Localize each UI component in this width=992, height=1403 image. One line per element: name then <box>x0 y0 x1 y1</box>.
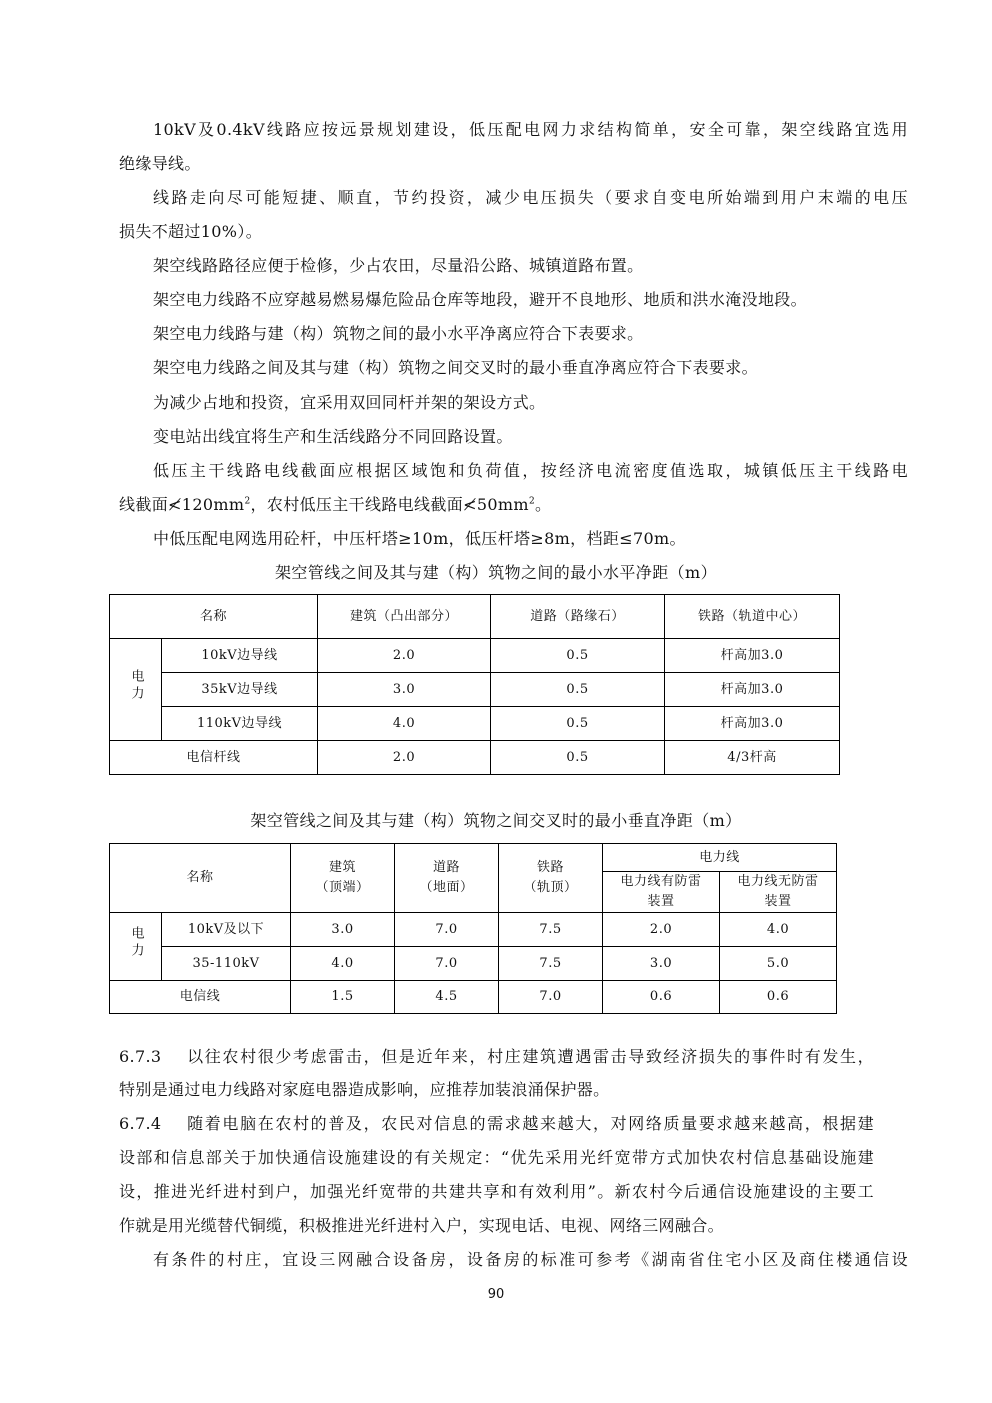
paragraph-line: 架空电力线路与建（构）筑物之间的最小水平净离应符合下表要求。 <box>153 324 644 343</box>
header-text: 道路 <box>433 860 461 875</box>
header-text: 装置 <box>647 894 675 909</box>
text-segment: 。 <box>535 495 552 514</box>
table-cell: 35kV边导线 <box>162 673 318 707</box>
header-cell: 名称 <box>110 595 318 639</box>
paragraph-line: 10kV及0.4kV线路应按远景规划建设，低压配电网力求结构简单，安全可靠，架空线路宜选用 <box>153 120 908 139</box>
header-cell <box>395 844 499 913</box>
header-cell <box>720 872 837 913</box>
table-cell: 4.5 <box>395 981 499 1014</box>
table-cell: 4/3杆高 <box>665 741 840 775</box>
section-line: 特别是通过电力线路对家庭电器造成影响，应推荐加装浪涌保护器。 <box>119 1080 610 1099</box>
table-cell: 7.0 <box>499 981 603 1014</box>
paragraph-line <box>119 495 874 515</box>
table-header-row <box>110 595 840 639</box>
table-cell: 4.0 <box>291 947 395 981</box>
section-line: 作就是用光缆替代铜缆，积极推进光纤进村入户，实现电话、电视、网络三网融合。 <box>119 1216 724 1235</box>
table-cell: 110kV边导线 <box>162 707 318 741</box>
paragraph-line: 架空线路路径应便于检修，少占农田，尽量沿公路、城镇道路布置。 <box>153 256 644 275</box>
header-cell: 建筑（凸出部分） <box>318 595 491 639</box>
superscript: 2 <box>528 496 536 507</box>
paragraph-line: 架空电力线路之间及其与建（构）筑物之间交叉时的最小垂直净离应符合下表要求。 <box>153 358 758 377</box>
header-text: 建筑 <box>329 860 357 875</box>
section-line: 设，推进光纤进村到户，加强光纤宽带的共建共享和有效利用”。新农村今后通信设施建设的主要工 <box>119 1182 874 1201</box>
table-cell: 2.0 <box>318 741 491 775</box>
table-row <box>110 947 837 981</box>
paragraph-line: 为减少占地和投资，宜采用双回同杆并架的架设方式。 <box>153 393 546 412</box>
table-cell: 杆高加3.0 <box>665 707 840 741</box>
group-cell <box>110 913 162 981</box>
table-cell: 4.0 <box>720 913 837 947</box>
header-cell: 道路（路缘石） <box>491 595 665 639</box>
superscript: 2 <box>244 496 251 507</box>
group-label: 电力 <box>128 669 144 703</box>
group-label: 电力 <box>128 926 144 960</box>
table-cell: 4.0 <box>318 707 491 741</box>
vertical-clearance-table <box>109 843 837 1014</box>
paragraph-line: 绝缘导线。 <box>119 154 201 173</box>
table-cell: 7.5 <box>499 913 603 947</box>
table-cell: 7.5 <box>499 947 603 981</box>
table-cell: 杆高加3.0 <box>665 639 840 673</box>
header-text: （地面） <box>419 880 474 895</box>
section-line: 6.7.3 以往农村很少考虑雷击，但是近年来，村庄建筑遭遇雷击导致经济损失的事件时有发生， <box>119 1047 874 1066</box>
table-cell: 电信线 <box>110 981 291 1014</box>
table-header-row <box>110 844 837 872</box>
header-text: （顶端） <box>315 880 370 895</box>
table-cell: 10kV及以下 <box>162 913 291 947</box>
table-cell: 电信杆线 <box>110 741 318 775</box>
table-cell: 0.6 <box>720 981 837 1014</box>
section-line: 有条件的村庄，宜设三网融合设备房，设备房的标准可参考《湖南省住宅小区及商住楼通信设 <box>153 1250 908 1269</box>
table-row <box>110 741 840 775</box>
table-cell: 0.6 <box>603 981 720 1014</box>
header-cell: 电力线 <box>603 844 837 872</box>
table-cell: 35-110kV <box>162 947 291 981</box>
horizontal-clearance-table <box>109 594 840 775</box>
table-cell: 3.0 <box>318 673 491 707</box>
paragraph-line: 中低压配电网选用砼杆，中压杆塔≥10m，低压杆塔≥8m，档距≤70m。 <box>153 529 686 548</box>
header-text: 装置 <box>764 894 792 909</box>
page-number: 90 <box>487 1287 505 1302</box>
header-cell <box>499 844 603 913</box>
table-cell: 杆高加3.0 <box>665 673 840 707</box>
table-cell: 7.0 <box>395 947 499 981</box>
paragraph-line: 架空电力线路不应穿越易燃易爆危险品仓库等地段，避开不良地形、地质和洪水淹没地段。 <box>153 290 808 309</box>
table-cell: 2.0 <box>603 913 720 947</box>
section-line: 设部和信息部关于加快通信设施建设的有关规定：“优先采用光纤宽带方式加快农村信息基础设施建 <box>119 1148 874 1167</box>
table-cell: 0.5 <box>491 707 665 741</box>
group-cell <box>110 639 162 741</box>
table-cell: 3.0 <box>291 913 395 947</box>
paragraph-line: 线路走向尽可能短捷、顺直，节约投资，减少电压损失（要求自变电所始端到用户末端的电压 <box>153 188 908 207</box>
header-cell <box>291 844 395 913</box>
table-cell: 10kV边导线 <box>162 639 318 673</box>
paragraph-line: 损失不超过10%）。 <box>119 222 263 241</box>
text-segment: ，农村低压主干线路电线截面≮50mm <box>250 495 529 514</box>
table-cell: 2.0 <box>318 639 491 673</box>
header-cell <box>603 872 720 913</box>
table-caption: 架空管线之间及其与建（构）筑物之间的最小水平净距（m） <box>275 563 717 582</box>
table-row <box>110 981 837 1014</box>
paragraph-line: 低压主干线路电线截面应根据区域饱和负荷值，按经济电流密度值选取，城镇低压主干线路电 <box>153 461 908 480</box>
table-cell: 0.5 <box>491 639 665 673</box>
section-line: 6.7.4 随着电脑在农村的普及，农民对信息的需求越来越大，对网络质量要求越来越高，根据建 <box>119 1114 874 1133</box>
header-text: 电力线无防雷 <box>737 874 819 889</box>
table-cell: 1.5 <box>291 981 395 1014</box>
table-cell: 7.0 <box>395 913 499 947</box>
header-cell: 名称 <box>110 844 291 913</box>
header-text: 电力线有防雷 <box>620 874 702 889</box>
table-caption: 架空管线之间及其与建（构）筑物之间交叉时的最小垂直净距（m） <box>250 811 742 830</box>
header-text: 铁路 <box>537 860 565 875</box>
text-segment: 线截面≮120mm <box>119 495 245 514</box>
table-cell: 5.0 <box>720 947 837 981</box>
table-row <box>110 639 840 673</box>
table-cell: 0.5 <box>491 741 665 775</box>
table-cell: 0.5 <box>491 673 665 707</box>
table-row <box>110 913 837 947</box>
table-cell: 3.0 <box>603 947 720 981</box>
table-row <box>110 707 840 741</box>
header-text: （轨顶） <box>523 880 578 895</box>
paragraph-line: 变电站出线宜将生产和生活线路分不同回路设置。 <box>153 427 513 446</box>
header-cell: 铁路（轨道中心） <box>665 595 840 639</box>
table-row <box>110 673 840 707</box>
